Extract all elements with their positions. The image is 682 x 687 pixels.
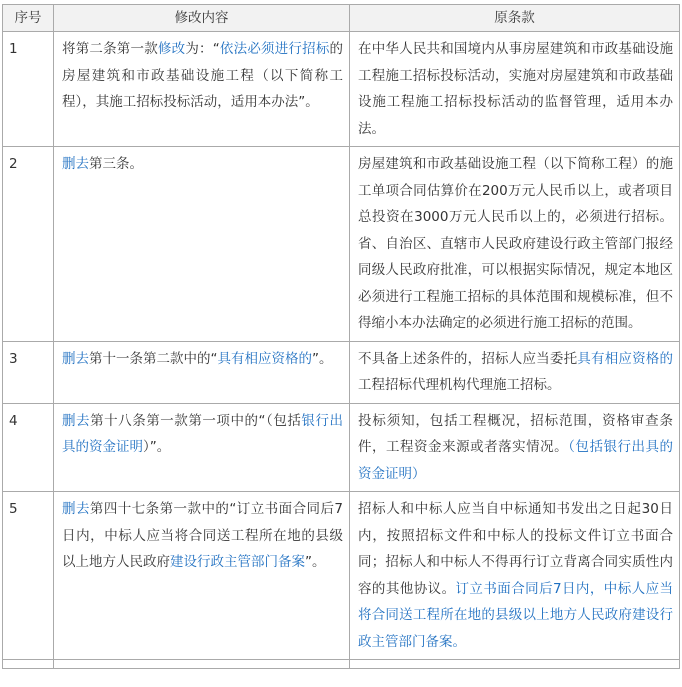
header-modification: 修改内容 — [54, 5, 350, 32]
text-segment: 不具备上述条件的，招标人应当委托 — [358, 350, 578, 367]
modification-cell — [54, 492, 350, 660]
highlight-segment: （包括银行出具的资金证明） — [358, 439, 674, 482]
row-number: 5 — [3, 492, 54, 660]
row-number: 2 — [3, 147, 54, 342]
original-cell — [350, 32, 680, 147]
table-row — [3, 492, 680, 660]
text-segment: 第四十七条第一款中的“订立书面合同后7日内，中标人应当将合同送工程所在地的县级以上地方人民政府 — [62, 501, 343, 570]
original-cell — [350, 492, 680, 660]
text-segment: 第十八条第一款第一项中的“（包括 — [90, 412, 302, 429]
amendment-table — [2, 4, 680, 669]
highlight-segment: 建设行政主管部门备案 — [170, 554, 305, 570]
text-segment: 的房屋建筑和市政基础设施工程（以下简称工程），其施工招标投标活动，适用本办法”。 — [62, 41, 344, 110]
highlight-segment: 删去 — [62, 156, 89, 172]
original-cell — [350, 403, 680, 492]
text-segment: 在中华人民共和国境内从事房屋建筑和市政基础设施工程施工招标投标活动，实施对房屋建筑和市政基础设施工程施工招标投标活动的监督管理，适用本办法。 — [358, 41, 673, 137]
highlight-segment: 具有相应资格的 — [577, 350, 674, 367]
text-segment: 第十一条第二款中的“ — [89, 350, 218, 367]
row-number: 4 — [3, 403, 54, 492]
highlight-segment: 具有相应资格的 — [217, 350, 312, 367]
header-original: 原条款 — [350, 5, 680, 32]
text-segment: ”。 — [305, 554, 326, 570]
header-seq: 序号 — [3, 5, 54, 32]
text-segment: 工程招标代理机构代理施工招标。 — [358, 377, 561, 393]
modification-cell — [54, 32, 350, 147]
text-segment: ）”。 — [143, 439, 171, 455]
modification-cell — [54, 403, 350, 492]
highlight-segment: 依法必须进行招标 — [219, 41, 330, 57]
text-segment: 第三条。 — [89, 156, 143, 172]
text-segment: 投标须知，包括工程概况，招标范围，资格审查条件，工程资金来源或者落实情况。 — [358, 412, 673, 455]
table-row — [3, 32, 680, 147]
text-segment: 招标人和中标人应当自中标通知书发出之日起30日内，按照招标文件和中标人的投标文件订立书面合同；招标人和中标人不得再行订立背离合同实质性内容的其他协议。 — [358, 501, 673, 597]
highlight-segment: 订立书面合同后7日内，中标人应当将合同送工程所在地的县级以上地方人民政府建设行政主管部门备案。 — [358, 580, 674, 650]
row-number — [3, 660, 54, 669]
header-row — [3, 5, 680, 32]
table-row — [3, 147, 680, 342]
table-row — [3, 341, 680, 403]
text-segment: ”。 — [312, 350, 333, 367]
modification-cell — [54, 341, 350, 403]
table-header — [3, 5, 680, 32]
row-number: 1 — [3, 32, 54, 147]
row-number: 3 — [3, 341, 54, 403]
original-cell — [350, 341, 680, 403]
table-row — [3, 660, 680, 669]
modification-cell — [54, 660, 350, 669]
highlight-segment: 修改 — [157, 41, 186, 57]
highlight-segment: 删去 — [62, 350, 89, 367]
original-cell — [350, 147, 680, 342]
modification-cell — [54, 147, 350, 342]
text-segment: 为：“ — [185, 41, 220, 57]
original-cell — [350, 660, 680, 669]
table-row — [3, 403, 680, 492]
text-segment: 将第二条第一款 — [62, 41, 158, 57]
highlight-segment: 银行出具的资金证明 — [62, 412, 343, 455]
highlight-segment: 删去 — [62, 501, 90, 517]
text-segment: 房屋建筑和市政基础设施工程（以下简称工程）的施工单项合同估算价在200万元人民币以上，或者项目总投资在3000万元人民币以上的，必须进行招标。省、自治区、直辖市人民政府建设行政主管部门报经同级人民政府批准，可以根据实际情况，规定本地区必须进行工程施工招标的具体范围和规模标准，但不得缩小本办法确定的必须进行施工招标的范围。 — [358, 156, 673, 331]
highlight-segment: 删去 — [62, 412, 91, 429]
